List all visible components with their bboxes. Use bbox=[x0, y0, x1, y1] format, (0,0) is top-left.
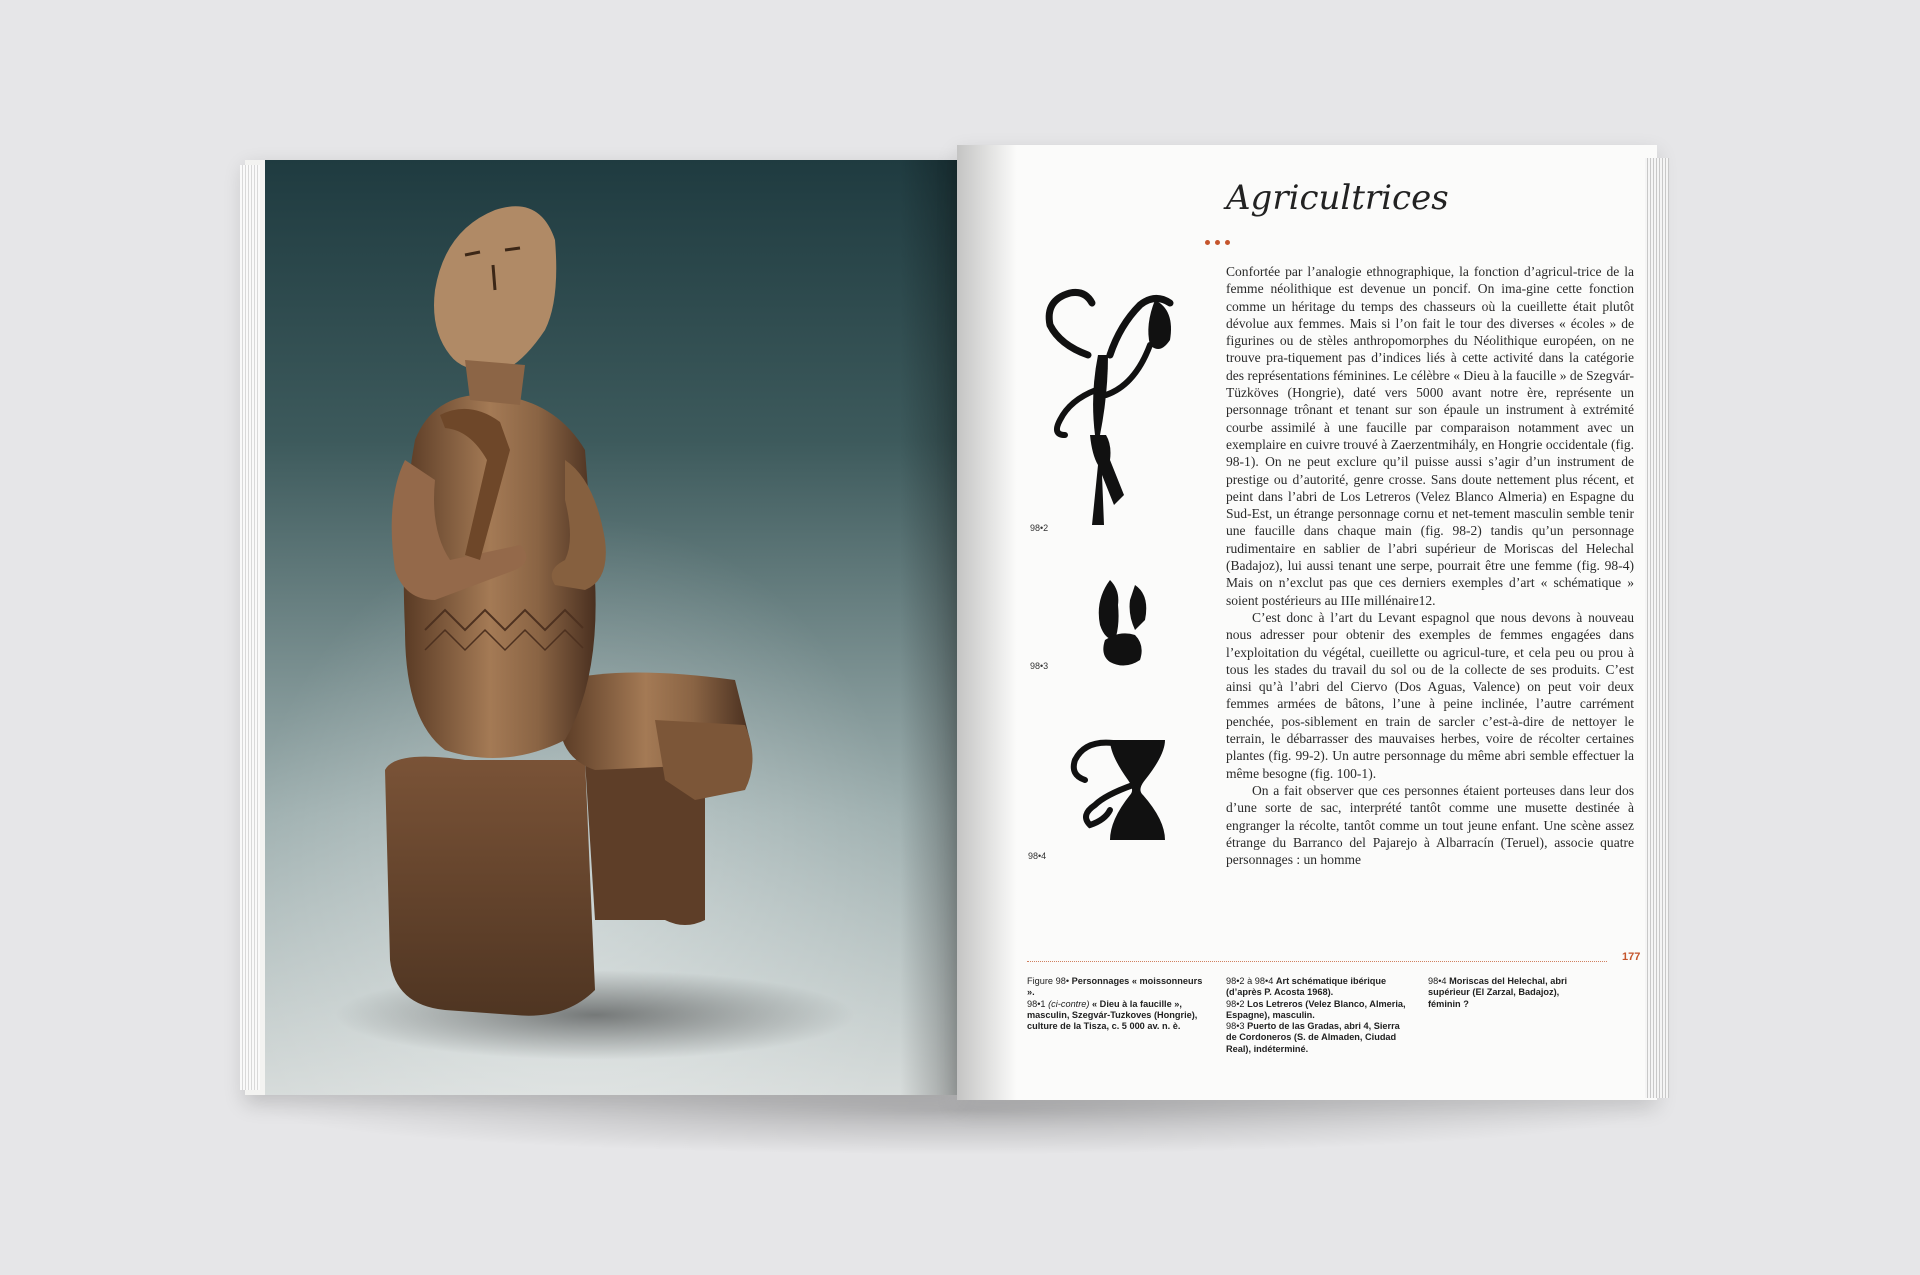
caption-line1-text: Art schématique ibérique (d’après P. Acosta 1968). bbox=[1226, 976, 1387, 998]
right-page-edges bbox=[1645, 158, 1669, 1098]
figure-98-3-pictogram bbox=[1090, 570, 1160, 670]
left-page-edges bbox=[240, 165, 260, 1090]
caption-line3-text: Puerto de las Gradas, abri 4, Sierra de Cordoneros (S. de Almaden, Ciudad Real), indéterminé. bbox=[1226, 1021, 1400, 1054]
figure-98-2-pictogram bbox=[1040, 285, 1180, 545]
paragraph: Confortée par l’analogie ethnographique, la fonction d’agricul-trice de la femme néolithique est devenue un poncif. On ima-gine cette fonction comme un héritage du temps des chasseurs où la cueillette était plutôt dévolue aux femmes. Mais si l’on fait le tour des diverses « écoles » de figurines ou de stèles anthropomorphes du Néolithique européen, on ne trouve pra-tiquement pas d’indices liés à cette activité dans la catégorie des représentations féminines. Le célèbre « Dieu à la faucille » de Szegvár-Tüzköves (Hongrie), daté vers 5000 avant notre ère, représente un personnage trônant et tenant sur son épaule un instrument à extrémité courbe assimilé à une faucille par comparaison notamment avec un exemplaire en cuivre trouvé à Zaerzentmihály, en Hongrie occidentale (fig. 98-1). On ne peut exclure qu’il puisse aussi s’agir d’un instrument de prestige ou d’autorité, genre crosse. Sans doute nettement plus récent, et peint dans l’abri de Los Letreros (Velez Blanco Almeria) en Espagne du Sud-Est, un étrange personnage cornu et net-tement masculin semble tenir une faucille dans chaque main (fig. 98-2) tandis qu’un personnage rudimentaire en sablier de l’abri supérieur de Moriscas del Helechal (Badajoz), lui aussi tenant une serpe, pourrait être une femme (fig. 98-4) Mais on n’exclut pas que ces derniers exemples d’art « schématique » soient postérieurs au IIIe millénaire12. bbox=[1226, 264, 1634, 608]
caption-col3-num: 98•4 bbox=[1428, 976, 1450, 986]
caption-line2-text: Los Letreros (Velez Blanco, Almeria, Espagne), masculin. bbox=[1226, 998, 1406, 1020]
caption-fig-prefix: Figure 98• bbox=[1027, 976, 1072, 986]
left-gutter-shadow bbox=[900, 160, 957, 1095]
page-number: 177 bbox=[1622, 951, 1641, 963]
caption-item-num: 98•1 bbox=[1027, 998, 1049, 1009]
caption-line3-num: 98•3 bbox=[1226, 1021, 1248, 1032]
figure-98-4-pictogram bbox=[1065, 735, 1175, 845]
chapter-title: Agricultrices bbox=[1226, 178, 1449, 218]
figure-label-98-4: 98•4 bbox=[1028, 851, 1047, 861]
figure-label-98-3: 98•3 bbox=[1030, 661, 1049, 671]
caption-line2-num: 98•2 bbox=[1226, 998, 1248, 1009]
caption-column-3 bbox=[1428, 976, 1578, 1010]
title-ornament bbox=[1205, 232, 1245, 240]
caption-col3-text: Moriscas del Helechal, abri supérieur (El Zarzal, Badajoz), féminin ? bbox=[1428, 976, 1568, 1009]
figurine-photo bbox=[265, 160, 957, 1095]
caption-column-2 bbox=[1226, 976, 1406, 1055]
right-gutter-shadow bbox=[957, 145, 1017, 1100]
caption-line1-num: 98•2 à 98•4 bbox=[1226, 976, 1276, 986]
paragraph: On a fait observer que ces personnes étaient porteuses dans leur dos d’une sorte de sac, interprété tantôt comme une musette destinée à engranger la récolte, tantôt comme un tout jeune enfant. Une scène assez étrange du Barranco del Pajarejo à Albarracín (Teruel), associe quatre personnages : un homme bbox=[1226, 782, 1634, 868]
body-text bbox=[1226, 263, 1634, 868]
figure-label-98-2: 98•2 bbox=[1030, 523, 1049, 533]
caption-column-1 bbox=[1027, 976, 1207, 1032]
caption-item-text: « Dieu à la faucille », masculin, Szegvár-Tuzkoves (Hongrie), culture de la Tisza, c. 5 000 av. n. è. bbox=[1027, 998, 1198, 1032]
figurine-illustration bbox=[265, 160, 957, 1095]
caption-fig-title: Personnages « moissonneurs ». bbox=[1027, 976, 1203, 998]
paragraph: C’est donc à l’art du Levant espagnol que nous devons à nouveau nous adresser pour obtenir des exemples de femmes engagées dans l’exploitation du végétal, cueillette ou agricul-ture, et cela peu ou prou à tous les stades du travail du sol ou de la collecte de ses produits. C’est ainsi qu’à l’abri del Ciervo (Dos Aguas, Valence) on peut voir deux femmes armées de bâtons, l’une à peine inclinée, l’autre carrément penchée, pos-siblement en train de sarcler c’est-à-dire de nettoyer le terrain, le débarrasser des mauvaises herbes, voire de récolter certaines plantes (fig. 99-2). Un autre personnage du même abri semble effectuer la même besogne (fig. 100-1). bbox=[1226, 609, 1634, 781]
footer-rule bbox=[1027, 961, 1607, 962]
caption-item-note: (ci-contre) bbox=[1048, 998, 1090, 1009]
